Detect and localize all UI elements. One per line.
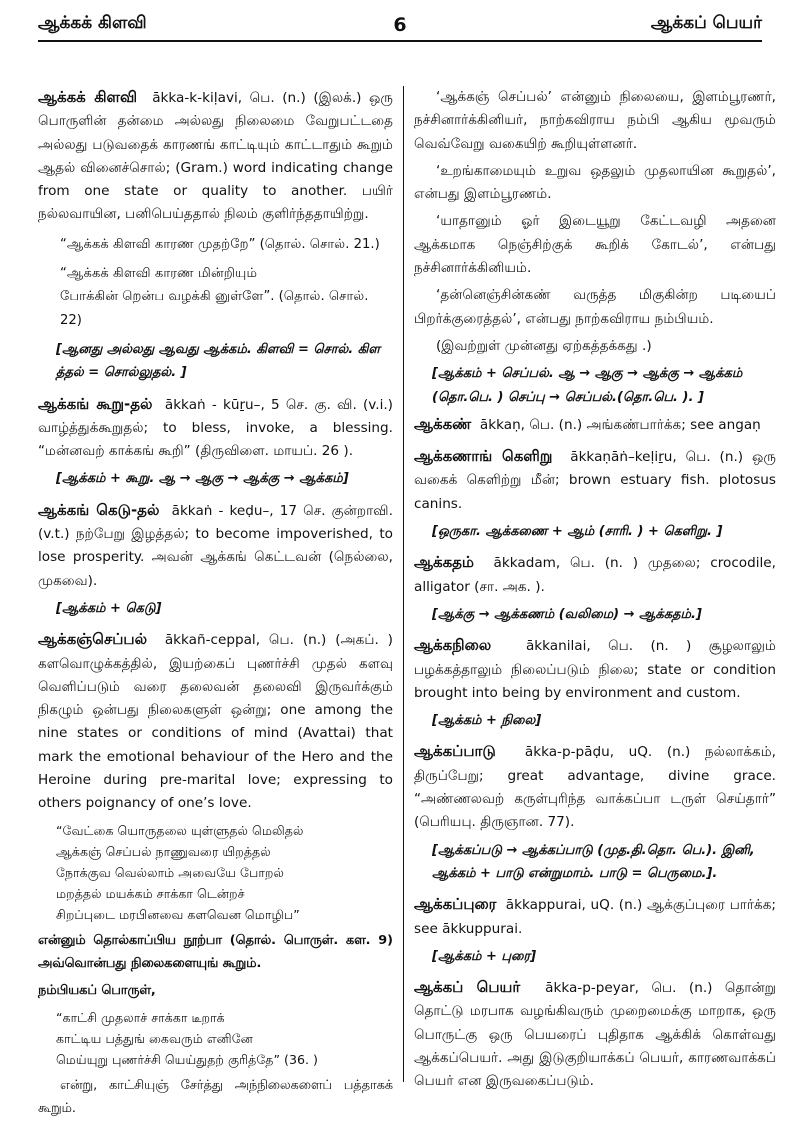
left-column <box>38 86 393 1128</box>
definition: ākka-p-pāḍu, uQ. (n.) நல்லாக்கம், திருப்பேறு; great advantage, divine grace. “அண்ணலவற் கருள்புரிந்த வாக்கப்பா டருள் செய்தார்” (பெரியபு. திருஞான. 77). <box>414 744 776 831</box>
verse-line: காட்டிய பத்துங் கைவரும் எனினே <box>56 1030 253 1046</box>
headword: ஆக்கப்பாடு <box>414 742 496 761</box>
entry-akkang-kedu <box>38 499 393 620</box>
verse-line: “வேட்கை யொருதலை யுள்ளுதல் மெலிதல் <box>56 822 304 838</box>
entry-akkappadu <box>414 740 776 885</box>
entry-body <box>38 628 393 815</box>
verse-line: “காட்சி முதலாச் சாக்கா டீறாக் <box>56 1009 225 1025</box>
entry-akkappurai <box>414 893 776 968</box>
right-column <box>414 86 776 1102</box>
continuation-text: ‘யாதானும் ஓர் இடையூறு கேட்டவழி அதனை ஆக்கமாக நெஞ்சிற்குக் கூறிக் கோடல்’, என்பது நச்சினார்க்கினியம். <box>414 213 776 277</box>
headword: ஆக்கதம் <box>414 553 474 572</box>
headword: ஆக்கக் கிளவி <box>38 88 138 106</box>
continuation-text: ‘ஆக்கஞ் செப்பல்’ என்னும் நிலையை, இளம்பூரணர், நச்சினார்க்கினியர், நாற்கவிராய நம்பி ஆகிய மூவரும் வெவ்வேறு வகையிற் கூறியுள்ளனர். <box>414 89 776 152</box>
entry-body <box>414 893 776 941</box>
headword: ஆக்கப் பெயர் <box>414 978 521 997</box>
entry-akkap-peyar <box>414 976 776 1093</box>
etymology: [ஆக்கம் + கெடு] <box>56 600 162 616</box>
verse-line: ஆக்கஞ் செப்பல் நாணுவரை யிறத்தல் <box>56 843 271 859</box>
page-header <box>38 8 762 42</box>
entry-akkanilai <box>414 634 776 732</box>
entry-body <box>414 634 776 705</box>
headword: ஆக்கண் <box>414 414 472 433</box>
running-head-right: ஆக்கப் பெயர் <box>650 13 762 33</box>
etymology: [ஆக்கம் + புரை] <box>432 948 537 964</box>
entry-akkan-ceppal <box>38 628 393 1120</box>
etymology: [ஆக்கப்படு → ஆக்கப்பாடு (முத.தி.தொ. பெ.). இனி, ஆக்கம் + பாடு என்றுமாம். பாடு = பெருமை.]. <box>432 842 755 881</box>
etymology: [ஆக்கம் + கூறு. ஆ → ஆகு → ஆக்கு → ஆக்கம்] <box>56 471 349 487</box>
column-divider <box>403 86 404 1082</box>
entry-akkak-kilavi <box>38 86 393 385</box>
entry-akkanang-keliru <box>414 445 776 543</box>
entry-body <box>414 445 776 516</box>
definition: ākkaṇāṅ–keḷiṟu, பெ. (n.) ஒரு வகைக் கெளிற்று மீன்; brown estuary fish. plotosus canins. <box>414 449 776 512</box>
entry-body <box>38 499 393 593</box>
continuation-text: ‘உறங்காமையும் உறுவ ஒதலும் முதலாயின கூறுதல்’, என்பது இளம்பூரணம். <box>414 162 776 203</box>
entry-body <box>414 740 776 834</box>
etymology: [ஆக்கு → ஆக்கணம் (வலிமை) → ஆக்கதம்.] <box>432 606 702 622</box>
definition: ākka-p-peyar, பெ. (n.) தொன்று தொட்டு மரபாக வழங்கிவரும் முறைமைக்கு மாறாக, ஒரு பொருட்கு ஒரு பெயரைப் புதிதாக ஆக்கிக் கொள்வது ஆக்கப்பெயர். அது இடுகுறியாக்கப் பெயர், காரணவாக்கப் பெயர் என இருவகைப்படும். <box>414 980 776 1090</box>
definition: ākkanilai, பெ. (n. ) சூழலாலும் பழக்கத்தாலும் நிலைப்படும் நிலை; state or condition brought into being by environment and custom. <box>414 638 776 701</box>
commentary: நம்பியகப் பொருள், <box>38 983 156 999</box>
headword: ஆக்கநிலை <box>414 636 492 655</box>
citation: “ஆக்கக் கிளவி காரண முதற்றே” (தொல். சொல். 21.) <box>60 236 380 252</box>
etymology: [ஒருகா. ஆக்கணை + ஆம் (சாரி. ) + கெளிறு. ] <box>432 524 723 540</box>
etymology: [ஆக்கம் + செப்பல். ஆ → ஆகு → ஆக்கு → ஆக்கம் (தொ.பெ. ) செப்பு → செப்பல்.(தொ.பெ. ). ] <box>432 366 743 405</box>
entry-akkadam <box>414 551 776 626</box>
definition: ākkaṅ - keḍu–, 17 செ. குன்றாவி. (v.t.) நற்பேறு இழத்தல்; to become impoverished, to lose prosperity. அவன் ஆக்கங் கெட்டவன் (நெல்லை, முகவை). <box>38 502 393 589</box>
entry-akkang-kuru <box>38 393 393 491</box>
headword: ஆக்கஞ்செப்பல் <box>38 630 148 649</box>
verse-line: நோக்குவ வெல்லாம் அவையே போறல் <box>56 864 284 880</box>
continuation-text: (இவற்றுள் முன்னது ஏற்கத்தக்கது .) <box>436 337 652 354</box>
definition: ākkaṇ, பெ. (n.) அங்கண்பார்க்க; see angaṇ <box>479 416 761 433</box>
verse-line: சிறப்புடை மரபினவை களவென மொழிப” <box>56 906 300 922</box>
headword: ஆக்கங் கூறு-தல் <box>38 394 153 413</box>
definition: ākka-k-kiḷavi, பெ. (n.) (இலக்.) ஒரு பொருளின் தன்மை அல்லது நிலைமை வேறுபட்டதை அல்லது படுவதைக் காரணங் காட்டியும் காட்டாதும் கூறும் ஆதல் வினைச்சொல்; (Gram.) word indicating change from one state or quality to another. பயிர் நல்லவாயின, பனிபெய்ததால் நிலம் குளிர்ந்ததாயிற்று. <box>38 90 393 223</box>
entry-body <box>414 551 776 599</box>
page-number: 6 <box>393 14 407 36</box>
verse-quote <box>56 1007 393 1070</box>
entry-body <box>38 393 393 464</box>
headword: ஆக்கங் கெடு-தல் <box>38 500 160 519</box>
running-head-left: ஆக்கக் கிளவி <box>38 13 147 33</box>
entry-body <box>38 86 393 227</box>
headword: ஆக்கணாங் கெளிறு <box>414 447 553 466</box>
commentary: என்னும் தொல்காப்பிய நூற்பா (தொல். பொருள். கள. 9) அவ்வொன்பது நிலைகளையுங் கூறும். <box>38 932 393 971</box>
entry-body <box>414 976 776 1093</box>
verse-line: மறத்தல் மயக்கம் சாக்கா டென்றச் <box>56 885 245 901</box>
entry-body <box>414 413 776 437</box>
headword: ஆக்கப்புரை <box>414 895 497 914</box>
definition: ākkappurai, uQ. (n.) ஆக்குப்புரை பார்க்க; see ākkuppurai. <box>414 897 776 937</box>
citation: போக்கின் றென்ப வழக்கி னுள்ளே”. (தொல். சொல். 22) <box>60 289 369 328</box>
etymology: [ஆனது அல்லது ஆவது ஆக்கம். கிளவி = சொல். கிள த்தல் = சொல்லுதல். ] <box>56 341 381 381</box>
verse-line: மெய்யுறு புணர்ச்சி யெய்துதற் குரித்தே” (36. ) <box>56 1051 318 1067</box>
definition: ākkaṅ - kūṟu–, 5 செ. கு. வி. (v.i.) வாழ்த்துக்கூறுதல்; to bless, invoke, a blessing. “மன்னவற் காக்கங் கூறி” (திருவிளை. மாயப். 26 ). <box>38 396 393 460</box>
etymology: [ஆக்கம் + நிலை] <box>432 713 542 729</box>
definition: ākkañ-ceppal, பெ. (n.) (அகப். ) களவொழுக்கத்தில், இயற்கைப் புணர்ச்சி முதல் களவு வெளிப்படும் வரை தலைவன் தலைவி இருவர்க்கும் நிகழும் ஒன்பது நிலைகளுள் ஒன்று; one among the nine states or conditions of mind (Avattai) that mark the emotional behaviour of the Hero and the Heroine during pre-marital love; expressing to others poignancy of one’s love. <box>38 632 393 812</box>
entry-akkan <box>414 413 776 437</box>
continuation-text: ‘தன்னெஞ்சின்கண் வருத்த மிகுகின்ற படியைப் பிறர்க்குரைத்தல்’, என்பது நாற்கவிராய நம்பியம். <box>414 287 776 327</box>
definition: ākkadam, பெ. (n. ) முதலை; crocodile, alligator (சா. அக. ). <box>414 555 776 595</box>
verse-quote <box>56 820 393 925</box>
citation: “ஆக்கக் கிளவி காரண மின்றியும் <box>60 266 258 282</box>
commentary: என்று, காட்சியுஞ் சேர்த்து அந்நிலைகளைப் பத்தாகக் கூறும். <box>38 1077 393 1116</box>
